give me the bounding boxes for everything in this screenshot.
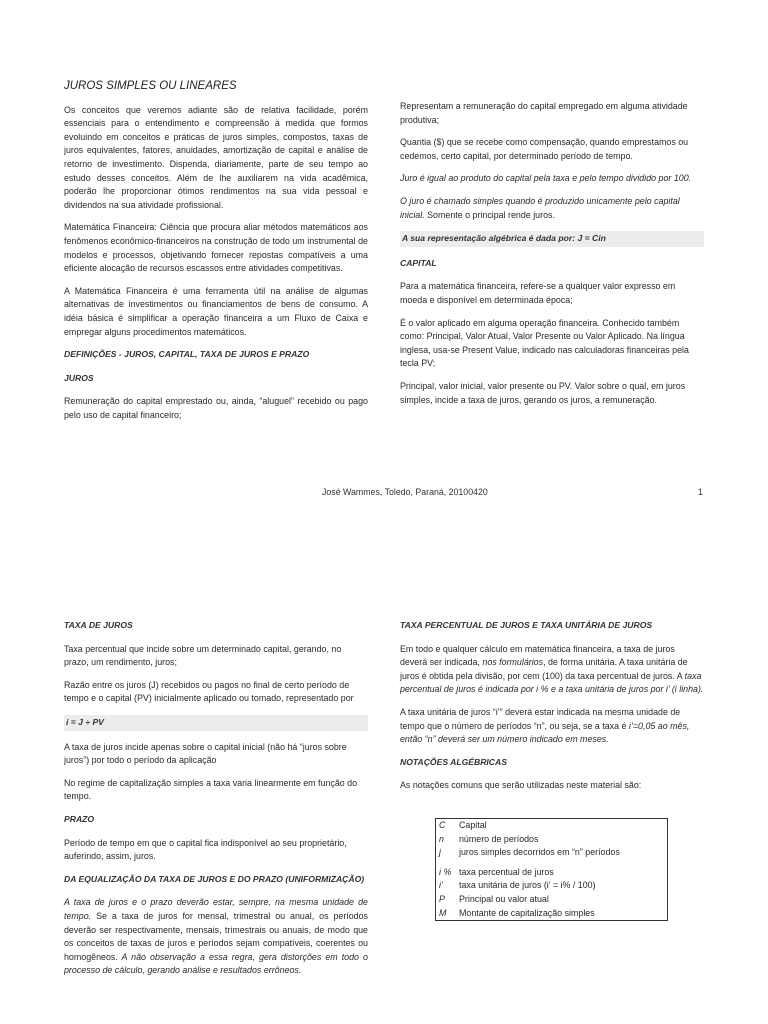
notation-row (436, 879, 668, 893)
formula-taxa-box: i = J ÷ PV (64, 715, 368, 731)
notation-row (436, 846, 668, 860)
page1-left-column (64, 80, 368, 431)
notation-row (436, 819, 668, 833)
notation-symbol: j (439, 847, 441, 858)
p1c-text: , de forma unitária. A taxa unitária de juros é obtida pela divisão, por cem (100) da taxa percentual de juros. A (400, 657, 688, 681)
razao-paragraph: Razão entre os juros (J) recebidos ou pagos no final de certo período de tempo e o capital (PV) inicialmente aplicado ou tomado, representado por (64, 679, 354, 704)
notation-description: Principal ou valor atual (459, 893, 549, 904)
juro-simples-italic: O juro é chamado simples quando é produzido unicamente pelo capital inicial. (400, 195, 680, 220)
notation-row (436, 907, 668, 921)
notation-row (436, 893, 668, 907)
juro-produto-paragraph: Juro é igual ao produto do capital pela taxa e pelo tempo dividido por 100. (400, 173, 692, 184)
capital-heading: CAPITAL (400, 257, 437, 268)
notation-row (436, 833, 668, 847)
notations-table (435, 818, 668, 921)
notation-symbol: n (439, 833, 444, 844)
juros-heading: JUROS (64, 372, 94, 383)
ferramenta-paragraph: A Matemática Financeira é uma ferramenta útil na análise de algumas alternativas de investimentos ou financiamentos de bens de consumo. A idéia básica é simplificar a operação financeira a um Fluxo de Caixa e empregar alguns procedimentos matemáticos. (64, 285, 368, 337)
notation-symbol: i % (439, 866, 452, 877)
equalizacao-italic-2: A não observação a essa regra, gera distorções em todo o processo de cálculo, gerando análise e resultados errôneos. (64, 951, 368, 976)
notation-symbol: i’ (439, 880, 443, 891)
notation-symbol: P (439, 893, 445, 904)
equalizacao-paragraph (64, 896, 368, 978)
notation-description: número de períodos (459, 833, 539, 844)
juro-simples-paragraph (400, 195, 704, 222)
notation-description: Montante de capitalização simples (459, 907, 595, 918)
taxa-percentual-paragraph: Taxa percentual que incide sobre um determinado capital, gerando, no prazo, um rendimento, juros; (64, 643, 342, 668)
prazo-definition: Período de tempo em que o capital fica indisponível ao seu proprietário, auferindo, assim, juros. (64, 837, 347, 862)
definicoes-heading: DEFINIÇÕES - JUROS, CAPITAL, TAXA DE JUROS E PRAZO (64, 349, 310, 360)
notation-description: juros simples decorridos em “n” períodos (459, 847, 620, 858)
principal-paragraph: Principal, valor inicial, valor presente ou PV. Valor sobre o qual, em juros simples, incide a taxa de juros, gerando os juros, a remuneração. (400, 380, 686, 405)
taxa-de-juros-heading: TAXA DE JUROS (64, 620, 133, 630)
valor-aplicado-paragraph: É o valor aplicado em alguma operação financeira. Conhecido também como: Principal, Valor Atual, Valor Presente ou Valor Aplicado. Na língua inglesa, usa-se Present Value, indicado nas calculadoras financeiras pela tecla PV; (400, 317, 689, 369)
capital-definition: Para a matemática financeira, refere-se a qualquer valor expresso em moeda e disponível em determinada época; (400, 281, 676, 305)
intro-paragraph: Os conceitos que veremos adiante são de relativa facilidade, porém essenciais para o entendimento e compreensão à medida que formos evoluindo em conceitos e práticas de juros simples, compostos, taxas de juros equivalentes, fatores, anuidades, amortização de capital e análise de retorno de investimento. Dispenda, diariamente, parte de seu tempo ao estudo desses conceitos. Além de lhe auxiliarem na vida acadêmica, poderão lhe proporcionar ótimos rendimentos na sua vida pessoal e dividendos na sua atividade profissional. (64, 104, 368, 210)
p1b-italic: nos formulários (482, 657, 544, 668)
p1d-italic: taxa percentual de juros é indicada por i % e a taxa unitária de juros por i’ (i linha). (400, 670, 704, 695)
regime-paragraph: No regime de capitalização simples a taxa varia linearmente em função do tempo. (64, 777, 358, 802)
p2b-italic: i’=0,05 ao mês, então “n” deverá ser um número indicado em meses. (400, 720, 690, 745)
juros-definition: Remuneração do capital emprestado ou, ainda, “aluguel” recebido ou pago pelo uso de capital financeiro; (64, 396, 368, 420)
incide-paragraph: A taxa de juros incide apenas sobre o capital inicial (não há “juros sobre juros”) por todo o período da aplicação (64, 741, 347, 766)
notation-symbol: M (439, 907, 447, 918)
prazo-heading: PRAZO (64, 813, 95, 824)
equalizacao-heading: DA EQUALIZAÇÃO DA TAXA DE JUROS E DO PRAZO (UNIFORMIZAÇÃO) (64, 873, 365, 884)
p2a-text: A taxa unitária de juros “i’” deverá estar indicada na mesma unidade de tempo que o número de períodos “n”, ou seja, se a taxa é (400, 706, 681, 731)
taxa-unitaria-tempo-paragraph (400, 706, 704, 747)
equalizacao-text: Se a taxa de juros for mensal, trimestral ou anual, os períodos deverão ser respectivamente, mensais, trimestrais ou anuais, de modo que os conceitos de taxas de juros e períodos sejam compatíveis, coerentes ou homogêneos. (64, 910, 368, 962)
notation-symbol: C (439, 820, 446, 830)
page2-left-column (64, 619, 368, 987)
notation-row (436, 866, 668, 880)
matematica-financeira-definition: Matemática Financeira: Ciência que procura aliar métodos matemáticos aos fenômenos econômico-financeiros na construção de todo um instrumental de modelos e processos, objetivando fornecer repostas compatíveis a uma eficiente alocação de recursos escassos entre atividades competitivas. (64, 222, 368, 274)
page1-right-column (400, 100, 704, 416)
equalizacao-italic-1: A taxa de juros e o prazo deverão estar, sempre, na mesma unidade de tempo. (64, 897, 368, 921)
page2-right-column (400, 619, 704, 802)
formula-juros-box: A sua representação algébrica é dada por: J = Cin (400, 231, 704, 247)
principal-rende-text: Somente o principal rende juros. (424, 209, 555, 220)
page-number: 1 (698, 487, 703, 497)
notation-description: taxa unitária de juros (i’ = i% / 100) (459, 880, 596, 891)
page1-title: JUROS SIMPLES OU LINEARES (64, 80, 237, 92)
notacoes-heading: NOTAÇÕES ALGÉBRICAS (400, 756, 507, 767)
notation-description: taxa percentual de juros (459, 866, 554, 877)
taxa-unitaria-paragraph (400, 643, 704, 697)
notation-description: Capital (459, 820, 487, 830)
footer-author: José Wammes, Toledo, Paraná, 20100420 (322, 487, 488, 497)
p1a-text: Em todo e qualquer cálculo em matemática financeira, a taxa de juros deverá ser indicada, (400, 643, 675, 668)
taxa-percentual-unitaria-heading: TAXA PERCENTUAL DE JUROS E TAXA UNITÁRIA DE JUROS (400, 620, 653, 630)
representam-paragraph: Representam a remuneração do capital empregado em alguma atividade produtiva; (400, 101, 688, 125)
notacoes-intro: As notações comuns que serão utilizadas neste material são: (400, 780, 642, 791)
quantia-paragraph: Quantia ($) que se recebe como compensação, quando emprestamos ou cedemos, certo capital, por determinado período de tempo. (400, 137, 689, 161)
